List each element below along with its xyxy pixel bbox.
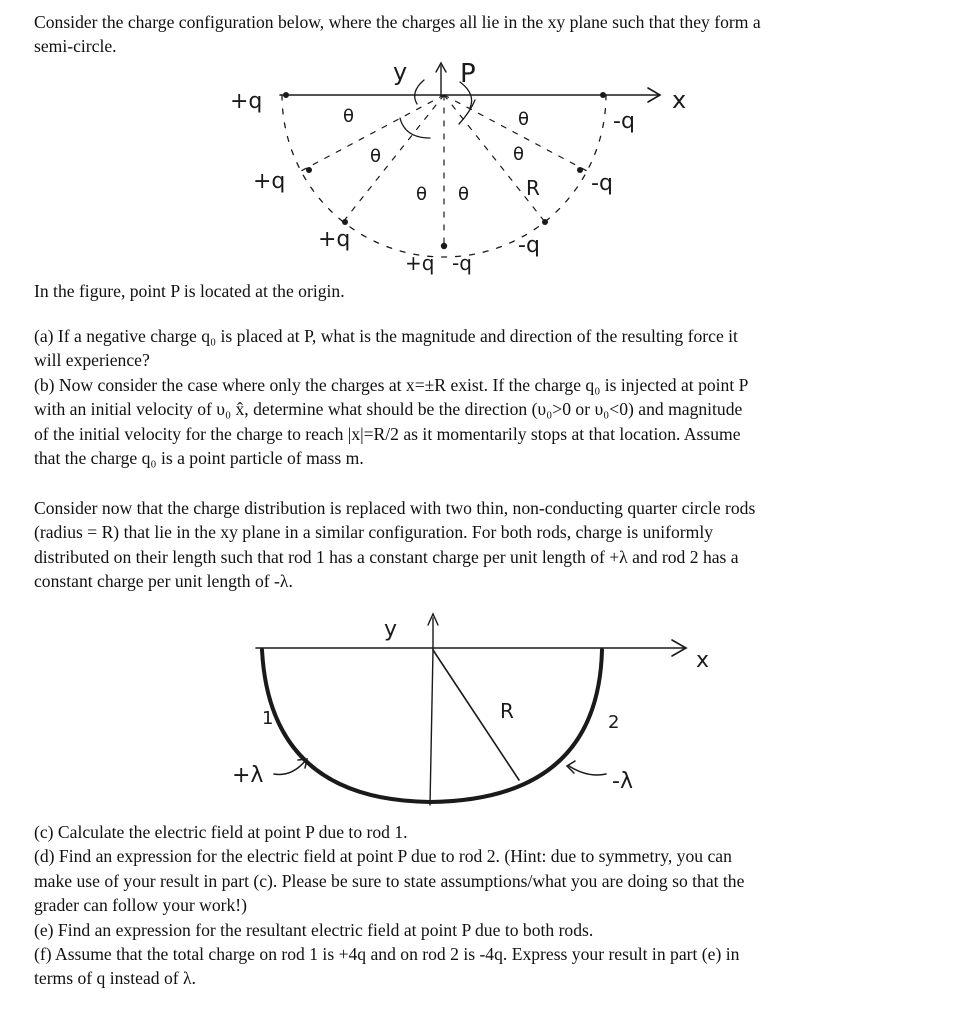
charge-label-5: -q [452,251,472,275]
fig1-y-label: y [393,58,408,86]
paragraph-rods [34,496,914,594]
fig2-x-label: x [696,648,710,673]
rod1-pointer [274,760,306,774]
q-line: make use of your result in part (c). Please be sure to state assumptions/what you are doing so that the [34,870,745,891]
charge-label-3: +q [318,227,351,252]
intro-line-2: semi-circle. [34,36,117,57]
q-line: (e) Find an expression for the resultant electric field at point P due to both rods. [34,919,594,940]
angle-arc-right [459,100,475,124]
rod2-label: 2 [608,712,620,733]
fig2-radius-label: R [500,699,514,723]
rod2-pointer [569,766,606,775]
charge-label-6: -q [518,233,540,258]
theta-label-3: θ [416,184,428,205]
vertical-radius-line [430,650,433,805]
figure-quarter-rods [200,598,720,820]
intro-text [34,10,914,59]
theta-label-2: θ [370,146,382,167]
angle-arc-left [400,118,430,138]
rod1-charge-label: +λ [232,763,264,788]
q-line: (a) If a negative charge q₀ is placed at P, what is the magnitude and direction of the resulting force it [34,326,738,346]
q-line: (c) Calculate the electric field at point P due to rod 1. [34,822,408,842]
q-line: with an initial velocity of υ₀ x̂, determine what should be the direction (υ₀>0 or υ₀<0) and magnitude [34,399,743,420]
p-line: (radius = R) that lie in the xy plane in a similar configuration. For both rods, charge is uniformly [34,522,714,543]
charge-label-4: +q [405,251,435,275]
q-line: grader can follow your work!) [34,895,247,916]
fig2-y-label: y [384,617,398,642]
q-line: (f) Assume that the total charge on rod 1 is +4q and on rod 2 is -4q. Express your result in part (e) in [34,944,740,965]
fig1-p-label: P [460,59,476,89]
p-line: distributed on their length such that rod 1 has a constant charge per unit length of +λ and rod 2 has a [34,546,739,567]
questions-cf [34,820,914,991]
charge-label-2: +q [253,169,286,194]
intro-line-1: Consider the charge configuration below, where the charges all lie in the xy plane such that they form a [34,12,761,32]
q-line: of the initial velocity for the charge to reach |x|=R/2 as it momentarily stops at that location. Assume [34,423,741,444]
theta-label-5: θ [513,144,525,165]
p-line: Consider now that the charge distribution is replaced with two thin, non-conducting quarter circle rods [34,498,756,518]
rod2-charge-label: -λ [612,769,633,794]
figure-point-charges [200,54,720,304]
fig1-x-label: x [672,86,687,114]
rod-2 [430,650,602,802]
theta-label-1: θ [343,106,355,127]
charge-label-1: +q [230,89,263,114]
theta-label-4: θ [458,184,470,205]
q-line: that the charge q₀ is a point particle of mass m. [34,448,364,469]
caption-1: In the figure, point P is located at the origin. [34,281,345,301]
q-line: (d) Find an expression for the electric field at point P due to rod 2. (Hint: due to symmetry, you can [34,846,732,867]
theta-label-6: θ [518,109,530,130]
q-line: will experience? [34,350,150,371]
q-line: (b) Now consider the case where only the charges at x=±R exist. If the charge q₀ is injected at point P [34,374,749,395]
charge-label-8: -q [613,109,635,134]
rod1-label: 1 [262,708,274,729]
charge-label-7: -q [591,171,613,196]
q-line: terms of q instead of λ. [34,968,196,989]
questions-ab [34,324,914,470]
fig1-radius-label: R [526,176,540,200]
rod-1 [262,650,430,802]
p-line: constant charge per unit length of -λ. [34,571,293,592]
